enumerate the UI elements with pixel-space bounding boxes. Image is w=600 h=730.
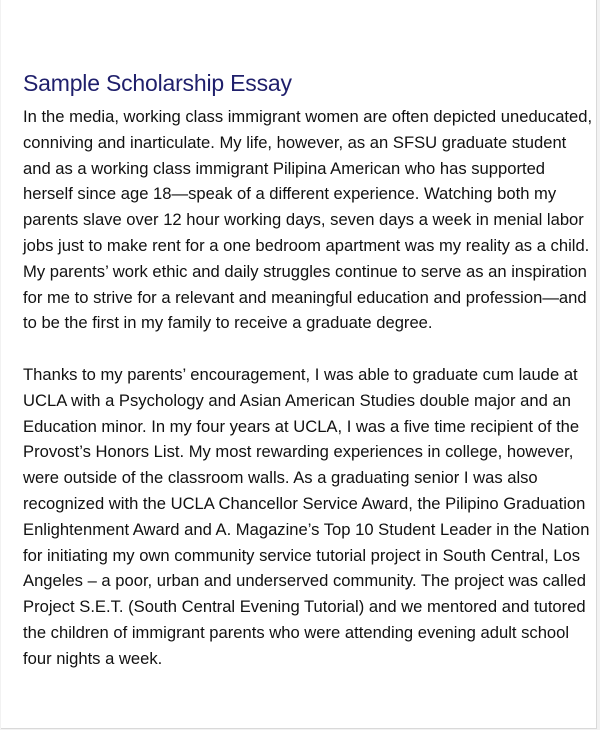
paragraph-1 [23,104,593,336]
text-line: jobs just to make rent for a one bedroom apartment was my reality as a child. [23,235,590,255]
text-line: My parents’ work ethic and daily struggles continue to serve as an inspiration [23,261,587,281]
text-line: parents slave over 12 hour working days, seven days a week in menial labor [23,210,584,230]
text-line: four nights a week. [23,648,163,668]
paragraph-2 [23,362,590,672]
text-line: Thanks to my parents’ encouragement, I was able to graduate cum laude at [23,364,578,384]
text-line: conniving and inarticulate. My life, however, as an SFSU graduate student [23,132,567,152]
text-line: Provost’s Honors List. My most rewarding experiences in college, however, [23,442,574,462]
text-line: In the media, working class immigrant women are often depicted uneducated, [23,107,593,126]
text-line: to be the first in my family to receive a graduate degree. [23,313,433,333]
text-line: herself since age 18—speak of a different experience. Watching both my [23,184,557,204]
text-line: Project S.E.T. (South Central Evening Tutorial) and we mentored and tutored [23,597,586,617]
text-line: for initiating my own community service tutorial project in South Central, Los [23,545,581,565]
text-line: and as a working class immigrant Pilipina American who has supported [23,158,546,178]
text-line: were outside of the classroom walls. As a graduating senior I was also [23,468,538,488]
document-page [1,0,597,729]
text-line: Angeles – a poor, urban and underserved community. The project was called [23,571,586,591]
document-content [23,68,593,672]
text-line: recognized with the UCLA Chancellor Service Award, the Pilipino Graduation [23,493,586,513]
text-line: UCLA with a Psychology and Asian American Studies double major and an [23,390,571,410]
text-line: Enlightenment Award and A. Magazine’s Top 10 Student Leader in the Nation [23,519,590,539]
text-line: the children of immigrant parents who were attending evening adult school [23,622,570,642]
text-line: for me to strive for a relevant and meaningful education and profession—and [23,287,587,307]
document-title: Sample Scholarship Essay [23,70,292,96]
paragraph-spacer [23,336,583,362]
text-line: Education minor. In my four years at UCLA, I was a five time recipient of the [23,416,580,436]
